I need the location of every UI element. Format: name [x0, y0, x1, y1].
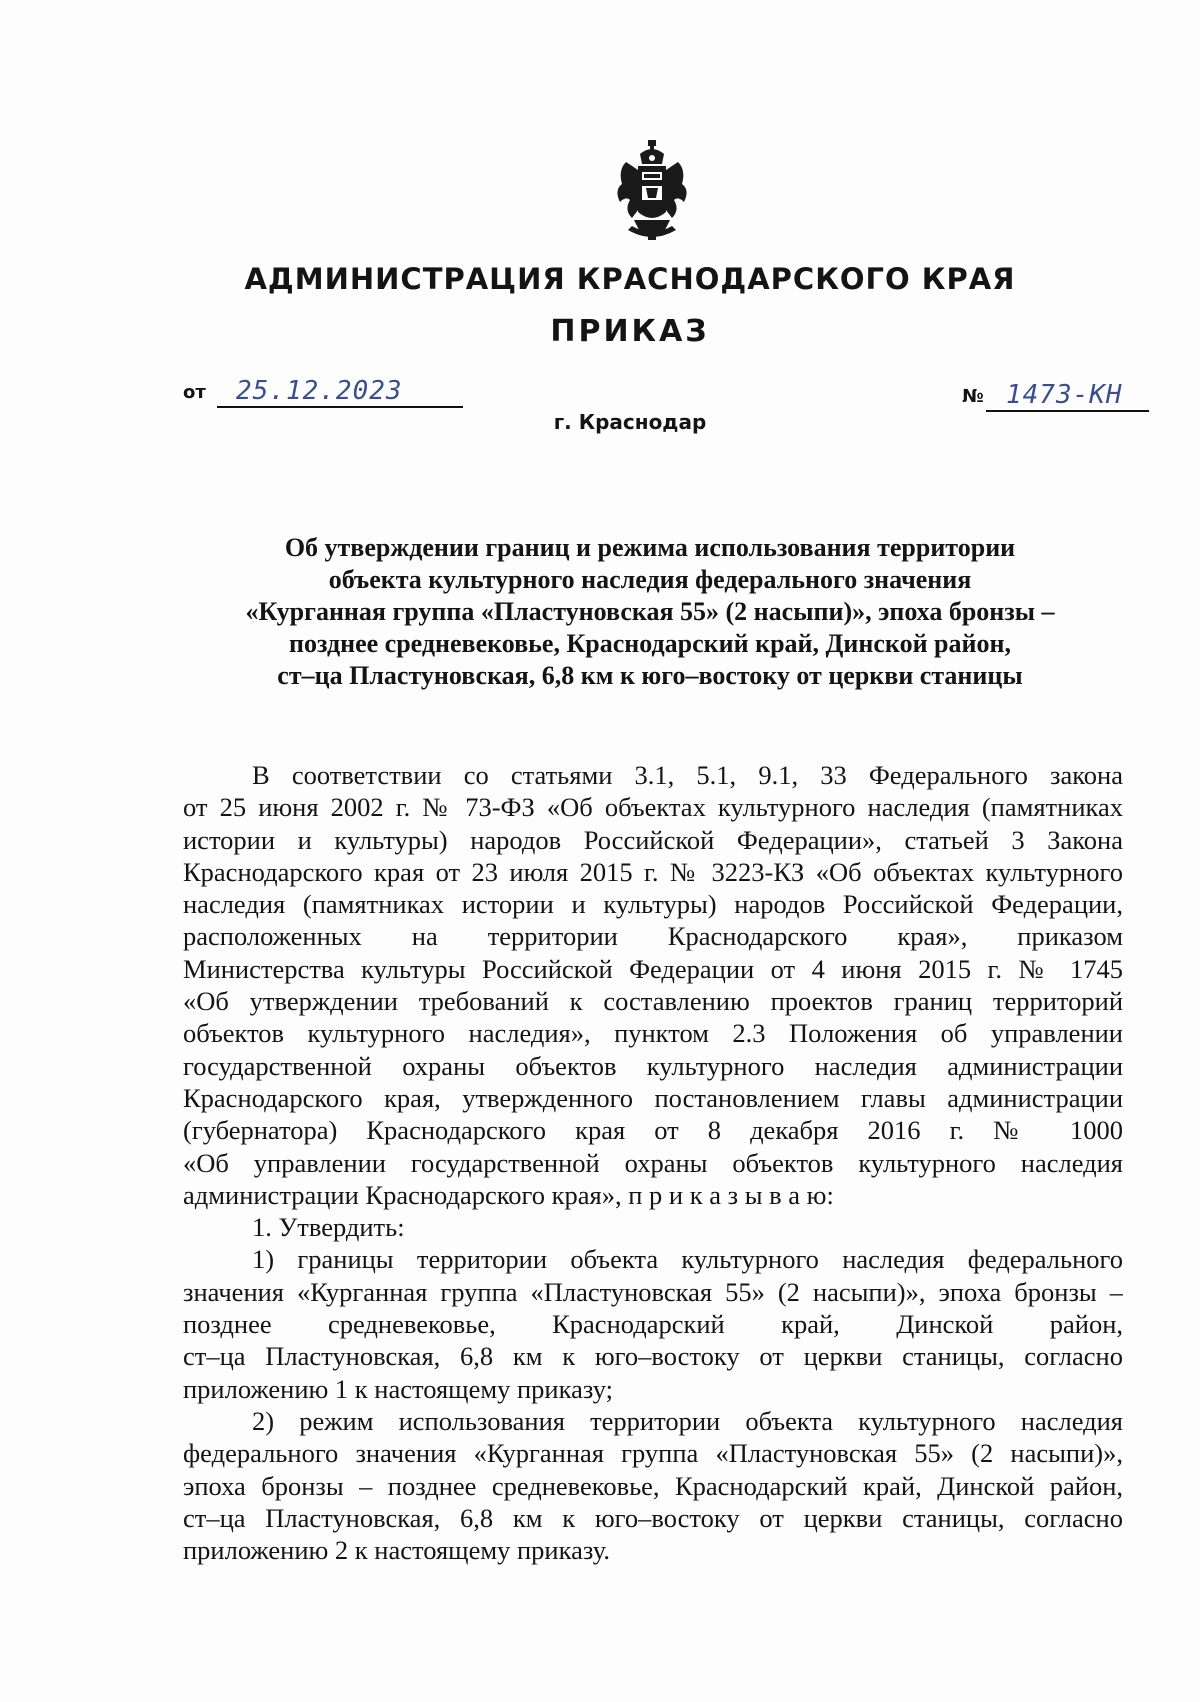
body-line: ст–ца Пластуновская, 6,8 км к юго–востоку от церкви станицы, согласно: [183, 1341, 1123, 1372]
subject-line: Об утверждении границ и режима использования территории: [284, 533, 1016, 562]
body-line: 1. Утвердить:: [252, 1212, 405, 1243]
body-line: федерального значения «Курганная группа «Пластуновская 55» (2 насыпи)»,: [183, 1438, 1123, 1469]
body-line: позднее средневековье, Краснодарский край, Динской район,: [183, 1309, 1123, 1340]
body-line: наследия (памятниках истории и культуры) народов Российской Федерации,: [183, 889, 1123, 920]
city-label: г. Краснодар: [553, 410, 707, 434]
subject-line: ст–ца Пластуновская, 6,8 км к юго–востоку от церкви станицы: [277, 661, 1023, 690]
number-prefix: №: [962, 386, 984, 407]
body-line: расположенных на территории Краснодарского края», приказом: [183, 921, 1123, 952]
coat-of-arms-emblem: [612, 140, 692, 244]
body-line: Министерства культуры Российской Федерации от 4 июня 2015 г. № 1745: [183, 953, 1123, 984]
body-line: Краснодарского края от 23 июля 2015 г. № 3223-КЗ «Об объектах культурного: [183, 856, 1123, 887]
body-line: от 25 июня 2002 г. № 73-ФЗ «Об объектах культурного наследия (памятниках: [183, 792, 1123, 823]
organization-title: АДМИНИСТРАЦИЯ КРАСНОДАРСКОГО КРАЯ: [244, 262, 1016, 296]
body-line: Краснодарского края, утвержденного постановлением главы администрации: [183, 1082, 1123, 1113]
body-line: объектов культурного наследия», пунктом 2.3 Положения об управлении: [183, 1018, 1123, 1049]
body-line: значения «Курганная группа «Пластуновская 55» (2 насыпи)», эпоха бронзы –: [183, 1276, 1123, 1307]
body-line: В соответствии со статьями 3.1, 5.1, 9.1, 33 Федерального закона: [252, 760, 1123, 790]
document-body: [183, 759, 1123, 1566]
subject-line: объекта культурного наследия федерального значения: [328, 565, 972, 594]
body-line: (губернатора) Краснодарского края от 8 декабря 2016 г. № 1000: [183, 1115, 1123, 1146]
body-line: 2) режим использования территории объекта культурного наследия: [252, 1405, 1123, 1436]
subject-line: позднее средневековье, Краснодарский край, Динской район,: [289, 629, 1011, 658]
handwritten-number: 1473-КН: [1006, 380, 1123, 410]
body-line: ст–ца Пластуновская, 6,8 км к юго–востоку от церкви станицы, согласно: [183, 1502, 1123, 1533]
date-prefix: от: [183, 382, 206, 403]
body-line: приложению 2 к настоящему приказу.: [183, 1535, 610, 1566]
document-type-title: ПРИКАЗ: [550, 314, 710, 349]
handwritten-date: 25.12.2023: [236, 376, 403, 406]
body-line: истории и культуры) народов Российской Федерации», статьей 3 Закона: [183, 824, 1123, 855]
body-line: «Об управлении государственной охраны объектов культурного наследия: [183, 1147, 1123, 1178]
document-subject: [190, 532, 1110, 692]
body-line: администрации Краснодарского края», п р и к а з ы в а ю:: [183, 1179, 834, 1210]
body-line: приложению 1 к настоящему приказу;: [183, 1373, 614, 1404]
body-line: 1) границы территории объекта культурного наследия федерального: [252, 1244, 1123, 1275]
body-line: государственной охраны объектов культурного наследия администрации: [183, 1050, 1123, 1081]
body-line: эпоха бронзы – позднее средневековье, Краснодарский край, Динской район,: [183, 1470, 1123, 1501]
body-line: «Об утверждении требований к составлению проектов границ территорий: [183, 986, 1123, 1017]
subject-line: «Курганная группа «Пластуновская 55» (2 насыпи)», эпоха бронзы –: [245, 597, 1055, 626]
